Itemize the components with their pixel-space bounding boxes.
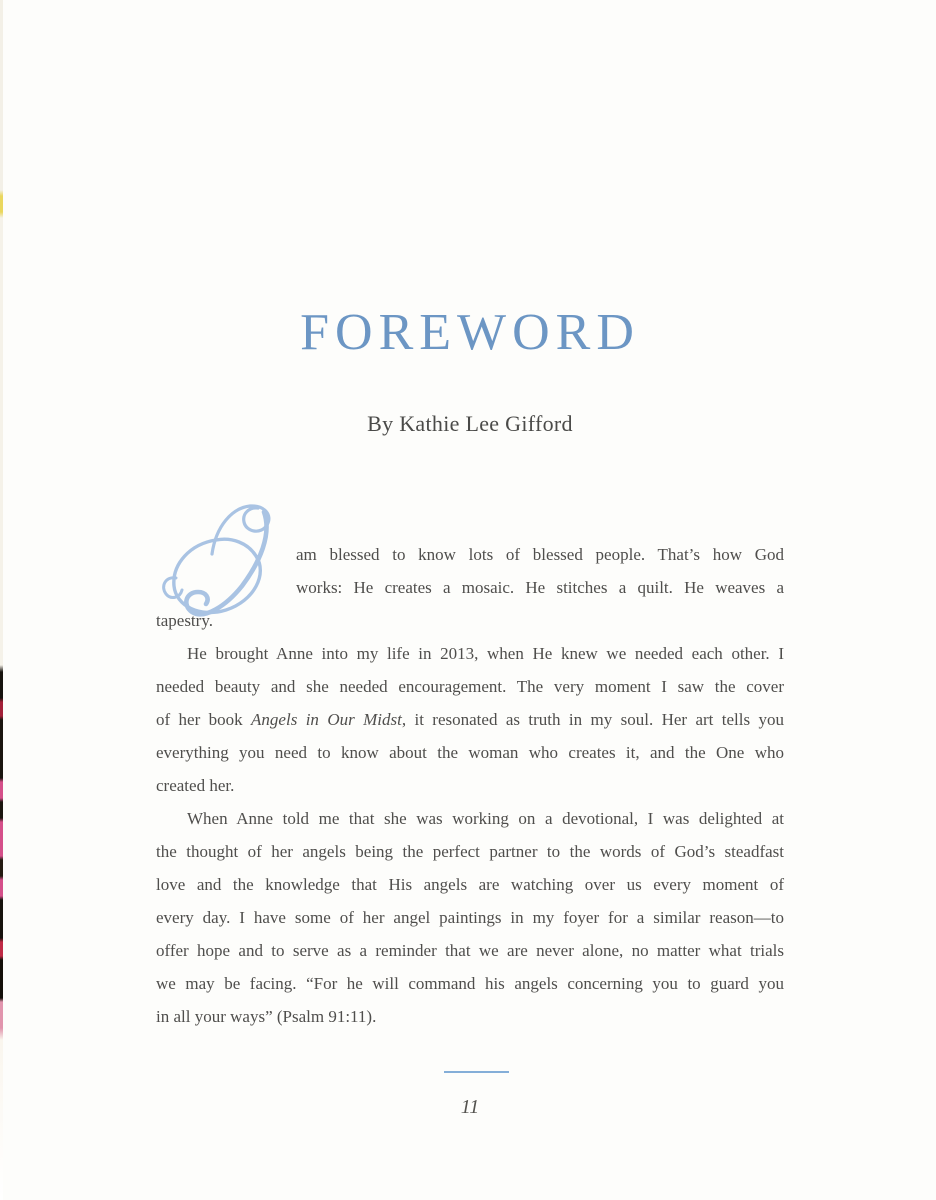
- byline: By Kathie Lee Gifford: [367, 411, 573, 436]
- paragraph: [156, 637, 784, 802]
- text-line: we may be facing. “For he will command his angels concerning you to guard you: [156, 974, 784, 993]
- paragraph: [156, 538, 784, 637]
- text-line: am blessed to know lots of blessed people. That’s how God: [296, 545, 784, 564]
- paragraph: [156, 802, 784, 1033]
- text-line: every day. I have some of her angel paintings in my foyer for a similar reason—to: [156, 908, 784, 927]
- book-title-italic: Angels in Our Midst: [251, 710, 402, 729]
- text-line: created her.: [156, 776, 235, 795]
- drop-cap-letter: [156, 538, 157, 539]
- text-line: needed beauty and she needed encouragement. The very moment I saw the cover: [156, 677, 784, 696]
- text-line: love and the knowledge that His angels are watching over us every moment of: [156, 875, 784, 894]
- text-line: tapestry.: [156, 611, 213, 630]
- text-line: everything you need to know about the woman who creates it, and the One who: [156, 743, 784, 762]
- foreword-body: [156, 538, 784, 1033]
- drop-cap-initial: [156, 538, 296, 604]
- page-number: 11: [460, 1096, 480, 1118]
- text-line: When Anne told me that she was working on a devotional, I was delighted at: [187, 809, 784, 828]
- text-line: works: He creates a mosaic. He stitches a quilt. He weaves a: [296, 578, 784, 597]
- chapter-title: FOREWORD: [300, 303, 640, 361]
- scan-edge-artifact: [0, 0, 3, 1200]
- text-line: in all your ways” (Psalm 91:11).: [156, 1007, 377, 1026]
- text-line: offer hope and to serve as a reminder that we are never alone, no matter what trials: [156, 941, 784, 960]
- footer-divider: [444, 1071, 509, 1073]
- text-line: He brought Anne into my life in 2013, when He knew we needed each other. I: [187, 644, 784, 663]
- text-line: the thought of her angels being the perfect partner to the words of God’s steadfast: [156, 842, 784, 861]
- text-line: of her book Angels in Our Midst, it resonated as truth in my soul. Her art tells you: [156, 710, 784, 729]
